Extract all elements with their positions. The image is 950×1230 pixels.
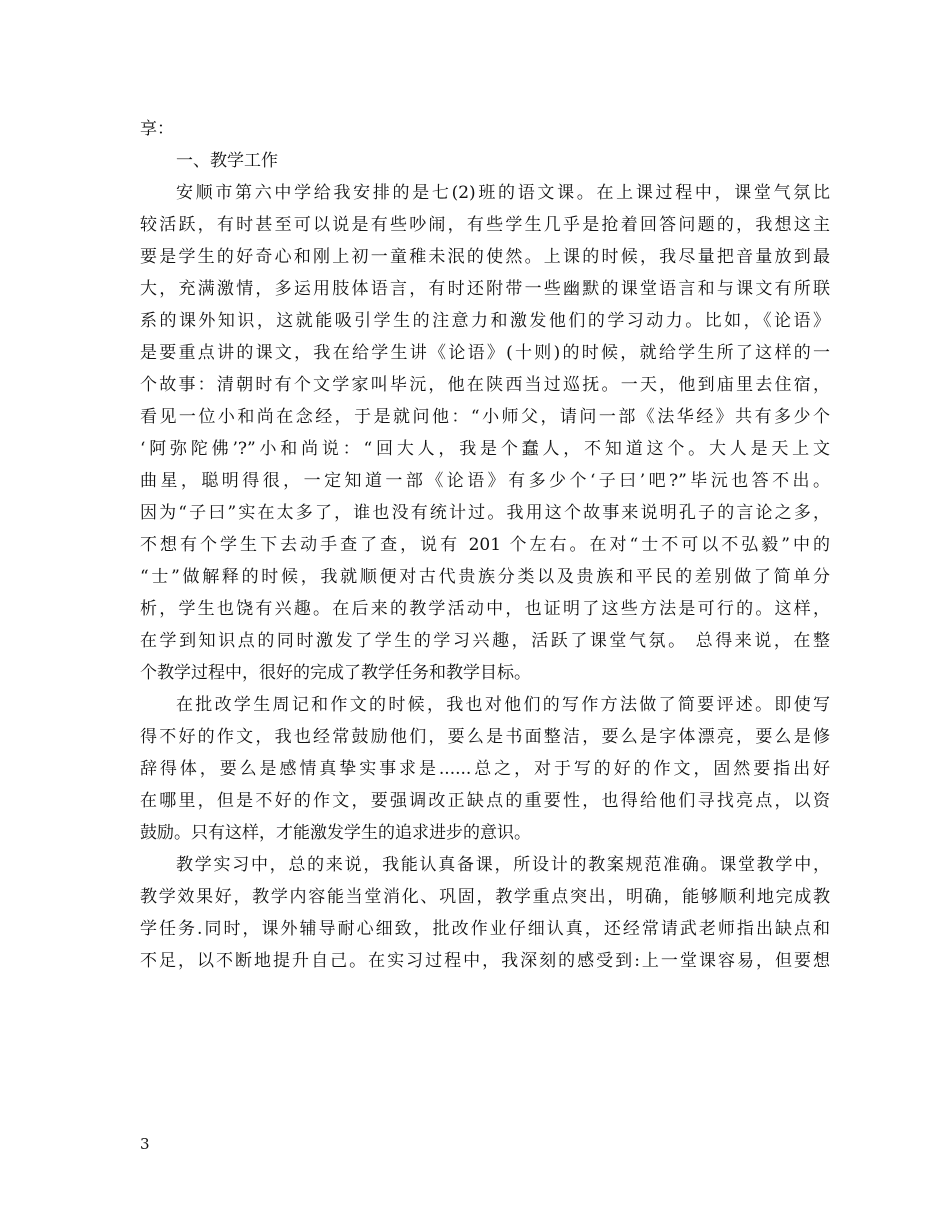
text-line: 不想有个学生下去动手查了查，说有 201 个左右。在对“士不可以不弘毅”中的 xyxy=(140,535,830,555)
text-line: 在哪里，但是不好的作文，要强调改正缺点的重要性，也得给他们寻找亮点，以资 xyxy=(140,791,830,811)
text-line: 学任务.同时，课外辅导耐心细致，批改作业仔细认真，还经常请武老师指出缺点和 xyxy=(140,919,830,939)
text-line: 教学效果好，教学内容能当堂消化、巩固，教学重点突出，明确，能够顺利地完成教 xyxy=(140,887,830,907)
text-line: 析，学生也饶有兴趣。在后来的教学活动中，也证明了这些方法是可行的。这样， xyxy=(140,599,830,619)
text-line: “士”做解释的时候，我就顺便对古代贵族分类以及贵族和平民的差别做了简单分 xyxy=(140,567,830,587)
text-line: 鼓励。只有这样，才能激发学生的追求进步的意识。 xyxy=(140,823,531,843)
section-heading: 一、教学工作 xyxy=(176,151,278,171)
text-line: 辞得体，要么是感情真挚实事求是......总之，对于写的好的作文，固然要指出好 xyxy=(140,759,830,779)
text-line: 得不好的作文，我也经常鼓励他们，要么是书面整洁，要么是字体漂亮，要么是修 xyxy=(140,727,830,747)
text-line: 享： xyxy=(140,119,174,139)
text-line: 较活跃，有时甚至可以说是有些吵闹，有些学生几乎是抢着回答问题的，我想这主 xyxy=(140,215,830,235)
text-line: 要是学生的好奇心和刚上初一童稚未泯的使然。上课的时候，我尽量把音量放到最 xyxy=(140,247,830,267)
text-line: 个故事：清朝时有个文学家叫毕沅，他在陕西当过巡抚。一天，他到庙里去住宿， xyxy=(140,375,830,395)
text-line: 安顺市第六中学给我安排的是七(2)班的语文课。在上课过程中，课堂气氛比 xyxy=(176,183,830,203)
text-line: 在批改学生周记和作文的时候，我也对他们的写作方法做了简要评述。即使写 xyxy=(176,695,830,715)
page-number: 3 xyxy=(140,1135,150,1153)
text-line: 曲星，聪明得很，一定知道一部《论语》有多少个‘子曰’吧?”毕沅也答不出。 xyxy=(140,471,830,491)
document-body xyxy=(140,113,830,977)
text-line: 大，充满激情，多运用肢体语言，有时还附带一些幽默的课堂语言和与课文有所联 xyxy=(140,279,830,299)
text-line: 看见一位小和尚在念经，于是就问他：“小师父，请问一部《法华经》共有多少个 xyxy=(140,407,830,427)
text-line: ‘阿弥陀佛’?”小和尚说：“回大人，我是个蠢人，不知道这个。大人是天上文 xyxy=(140,439,830,459)
text-line: 在学到知识点的同时激发了学生的学习兴趣，活跃了课堂气氛。 总得来说，在整 xyxy=(140,631,830,651)
text-line: 因为“子曰”实在太多了，谁也没有统计过。我用这个故事来说明孔子的言论之多， xyxy=(140,503,830,523)
text-line: 是要重点讲的课文，我在给学生讲《论语》(十则)的时候，就给学生所了这样的一 xyxy=(140,343,830,363)
text-line: 个教学过程中，很好的完成了教学任务和教学目标。 xyxy=(140,663,531,683)
text-line: 系的课外知识，这就能吸引学生的注意力和激发他们的学习动力。比如，《论语》 xyxy=(140,311,830,331)
text-line: 教学实习中，总的来说，我能认真备课，所设计的教案规范准确。课堂教学中， xyxy=(176,855,830,875)
text-line: 不足，以不断地提升自己。在实习过程中，我深刻的感受到:上一堂课容易，但要想 xyxy=(140,951,830,971)
